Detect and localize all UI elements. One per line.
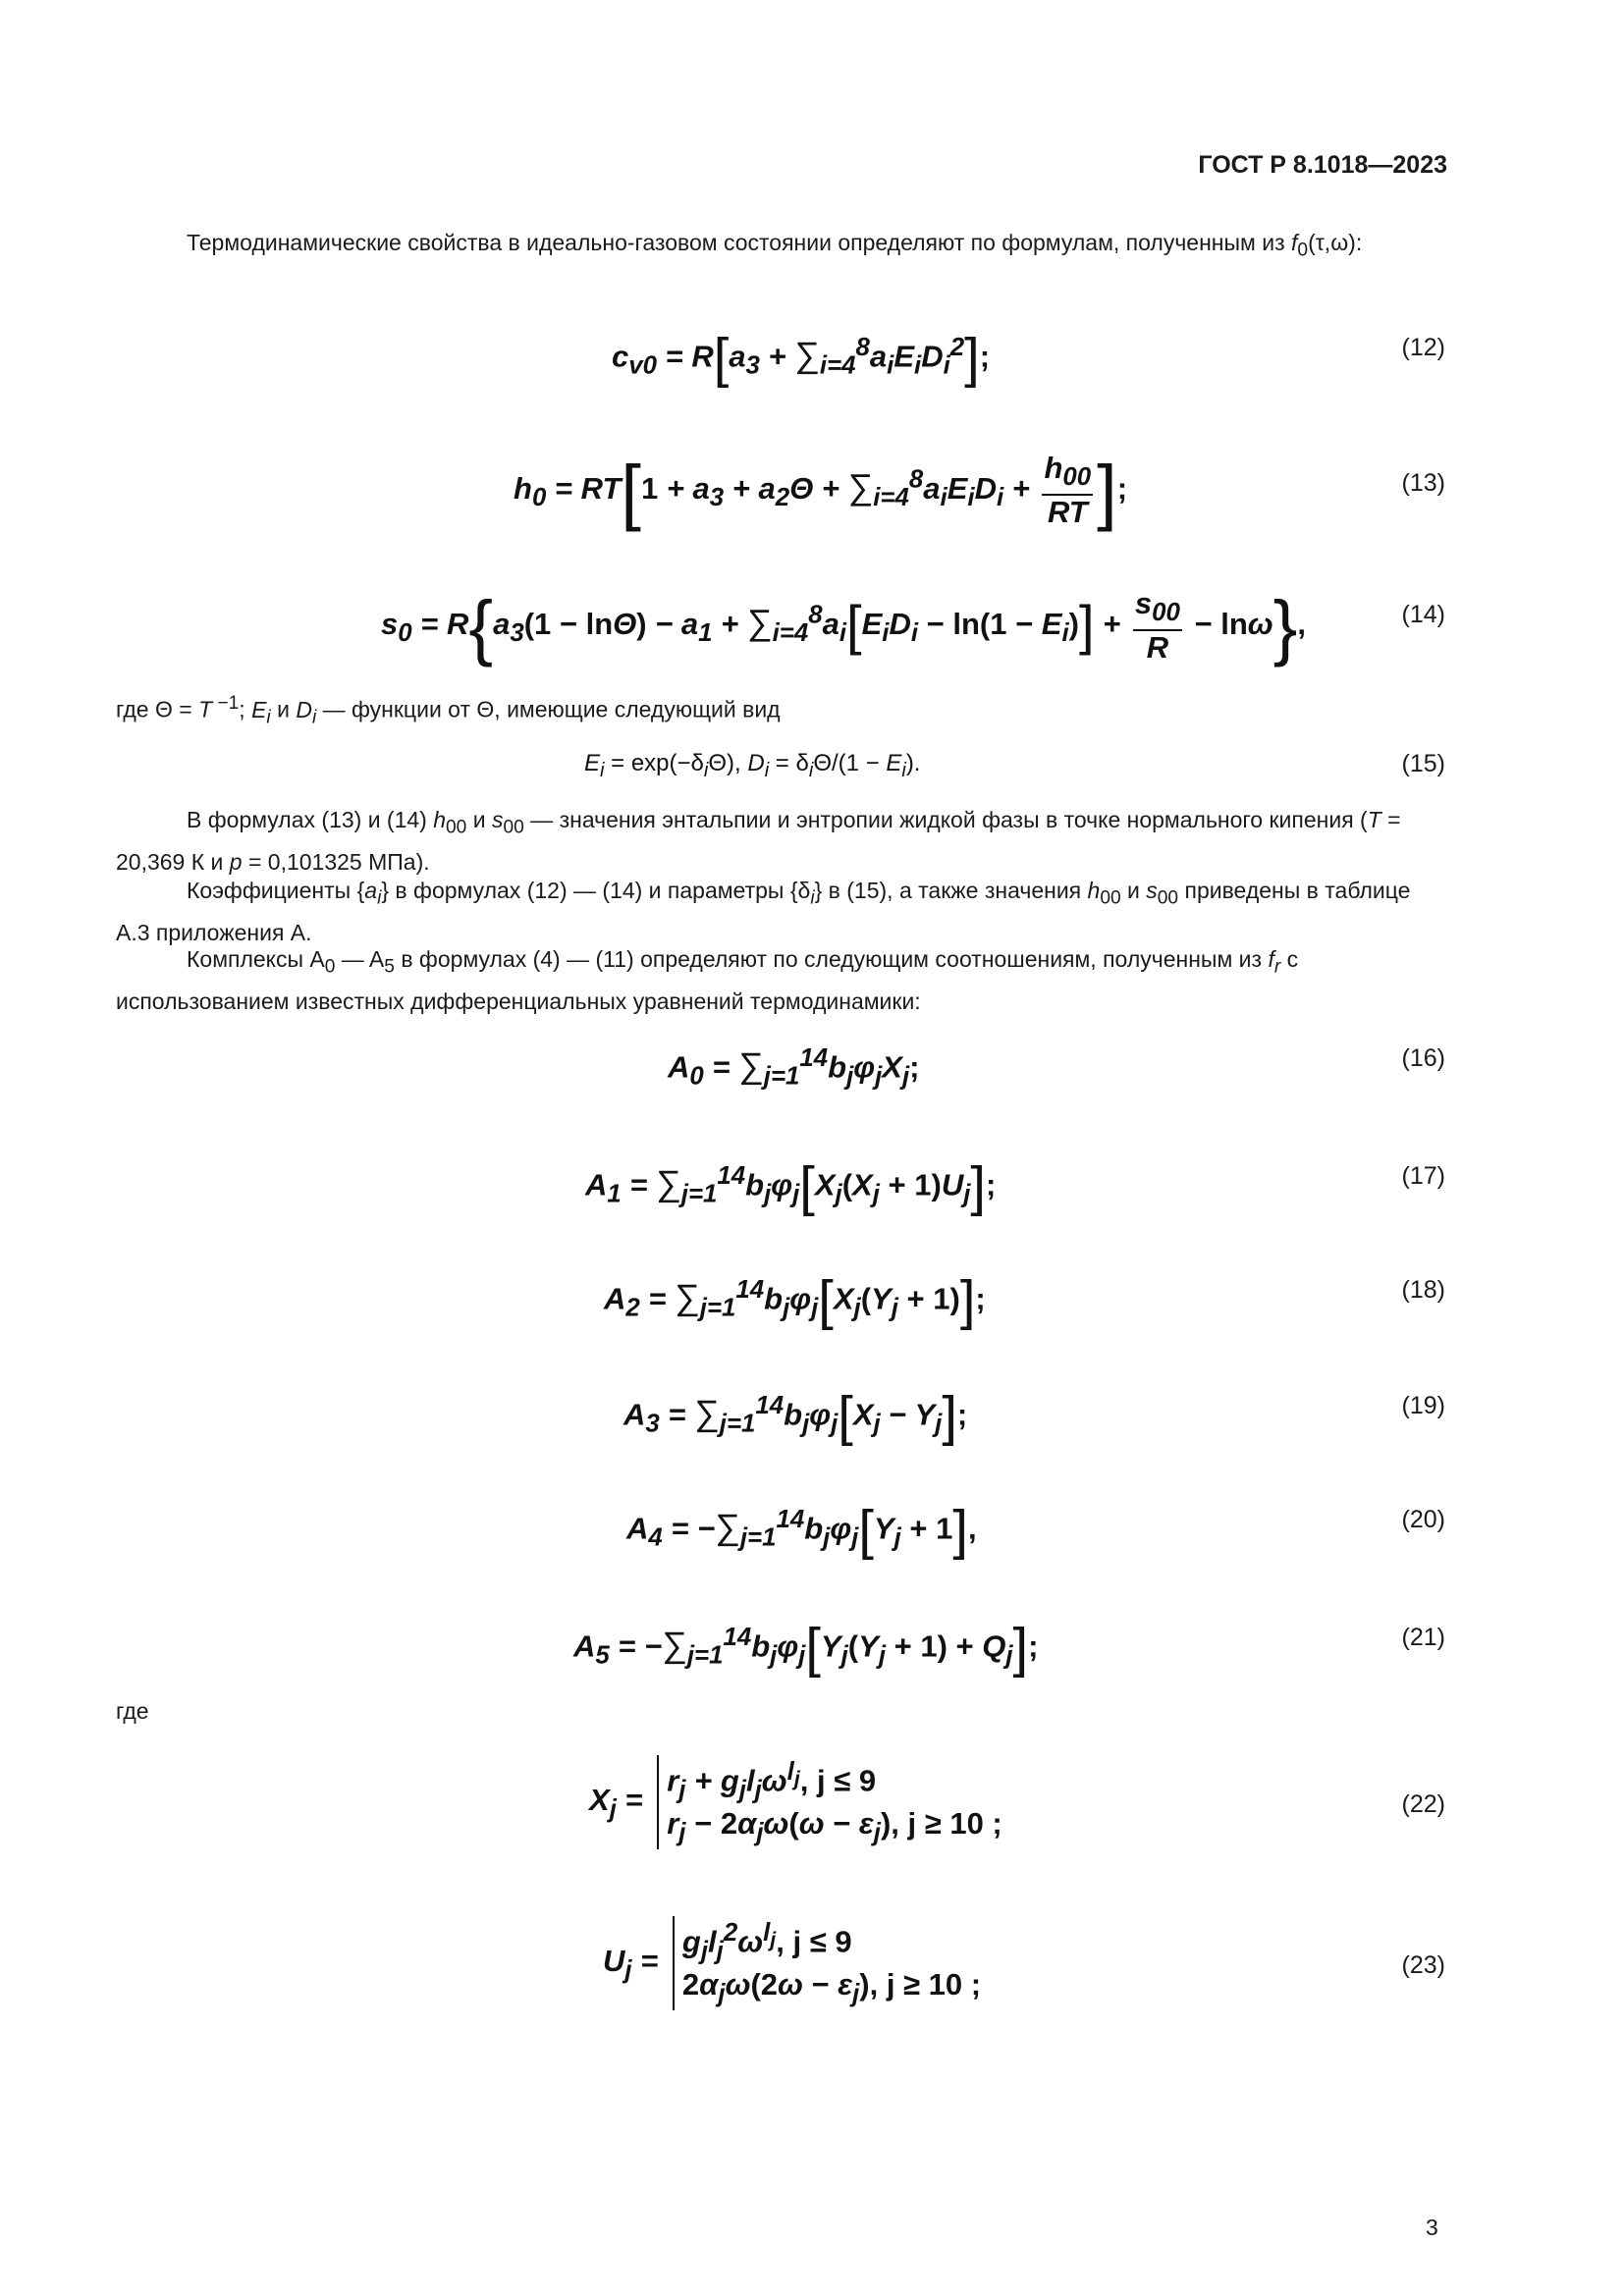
equation-18-number: (18) bbox=[1401, 1276, 1445, 1304]
equation-19-number: (19) bbox=[1401, 1392, 1445, 1419]
where-theta: где Θ = T $^{-1}$; $E_i$ и $D_i$ — функции от Θ, имеющие следующий вид bbox=[116, 693, 781, 728]
equation-23-formula: $U_j = g_jl_j^2\omega^{l_j}$, j ≤ 9 $2\alpha_j\omega(2\omega - \varepsilon_j)$, j ≥ 10 ; bbox=[603, 1916, 981, 2010]
complexes-paragraph: Комплексы $A_0$ — $A_5$ в формулах (4) — (11) определяют по следующим соотношениям, полученным из $f_r$ с использованием известных дифференциальных уравнений термодинамики: bbox=[116, 946, 1299, 1014]
equation-15-number: (15) bbox=[1401, 750, 1445, 777]
coefficients-paragraph: Коэффициенты $\{a_i\}$ в формулах (12) — (14) и параметры $\{\delta_i\}$ в (15), а также значения $h_{00}$ и $s_{00}$ приведены в таблице А.3 приложения А. bbox=[116, 878, 1411, 945]
equation-14-number: (14) bbox=[1401, 601, 1445, 628]
equation-12-formula: $c_{v0} = R[a_3 + \sum_{i=4}^8a_iE_iD_i^2]$; bbox=[612, 326, 991, 389]
equation-20-formula: $A_4 = -\sum_{j=1}^{14}b_j\varphi_j[Y_j + 1]$, bbox=[626, 1498, 977, 1561]
equation-17-number: (17) bbox=[1401, 1162, 1445, 1190]
equation-15-formula: $E_i = \exp(-\delta_i\Theta)$, $D_i = \delta_i\Theta/(1 - E_i)$. bbox=[584, 750, 921, 781]
equation-19-formula: $A_3 = \sum_{j=1}^{14}b_j\varphi_j[X_j - Y_j]$; bbox=[623, 1384, 968, 1447]
boiling-point-paragraph: В формулах (13) и (14) $h_{00}$ и $s_{00}$ — значения энтальпии и энтропии жидкой фазы в точке нормального кипения (T = 20,369 К и p = 0,101325 МПа). bbox=[116, 807, 1401, 875]
equation-22-number: (22) bbox=[1401, 1790, 1445, 1818]
equation-18-formula: $A_2 = \sum_{j=1}^{14}b_j\varphi_j[X_j(Y_j + 1)]$; bbox=[604, 1268, 986, 1331]
equation-12-number: (12) bbox=[1401, 334, 1445, 361]
equation-23-number: (23) bbox=[1401, 1951, 1445, 1979]
equation-22-formula: $X_j = r_j + g_jl_j\omega^{l_j}$, j ≤ 9 $r_j - 2\alpha_j\omega(\omega - \varepsilon_j)$, j ≥ 10 ; bbox=[589, 1755, 1002, 1849]
equation-13-formula: $h_0 = RT[1 + a_3 + a_2\Theta + \sum_{i=4}^8a_iE_iD_i$ + $\frac{h_{00}}{RT}$ ]; bbox=[514, 450, 1128, 532]
equation-16-formula: $A_0 = \sum_{j=1}^{14}b_j\varphi_jX_j$; bbox=[668, 1044, 920, 1091]
equation-17-formula: $A_1 = \sum_{j=1}^{14}b_j\varphi_j[X_j(X_j + 1)U_j]$; bbox=[585, 1154, 997, 1217]
where-label: где bbox=[116, 1698, 149, 1724]
equation-16-number: (16) bbox=[1401, 1044, 1445, 1072]
document-id: ГОСТ Р 8.1018—2023 bbox=[1198, 151, 1447, 179]
equation-21-formula: $A_5 = -\sum_{j=1}^{14}b_j\varphi_j[Y_j(Y_j + 1) + Q_j]$; bbox=[573, 1616, 1039, 1679]
equation-21-number: (21) bbox=[1401, 1624, 1445, 1651]
equation-14-formula: $s_0 = R\{a_3(1 - \ln\Theta) - a_1 + \sum_{i=4}^8a_i[E_iD_i - \ln(1 - E_i)]$ + $\frac{s_{00}}{R}$ − lnω}, bbox=[381, 585, 1306, 667]
equation-20-number: (20) bbox=[1401, 1506, 1445, 1533]
intro-paragraph: Термодинамические свойства в идеально-газовом состоянии определяют по формулам, полученным из $f_0(\tau,\omega)$: bbox=[187, 230, 1363, 261]
equation-13-number: (13) bbox=[1401, 469, 1445, 497]
page-number: 3 bbox=[1426, 2215, 1438, 2240]
